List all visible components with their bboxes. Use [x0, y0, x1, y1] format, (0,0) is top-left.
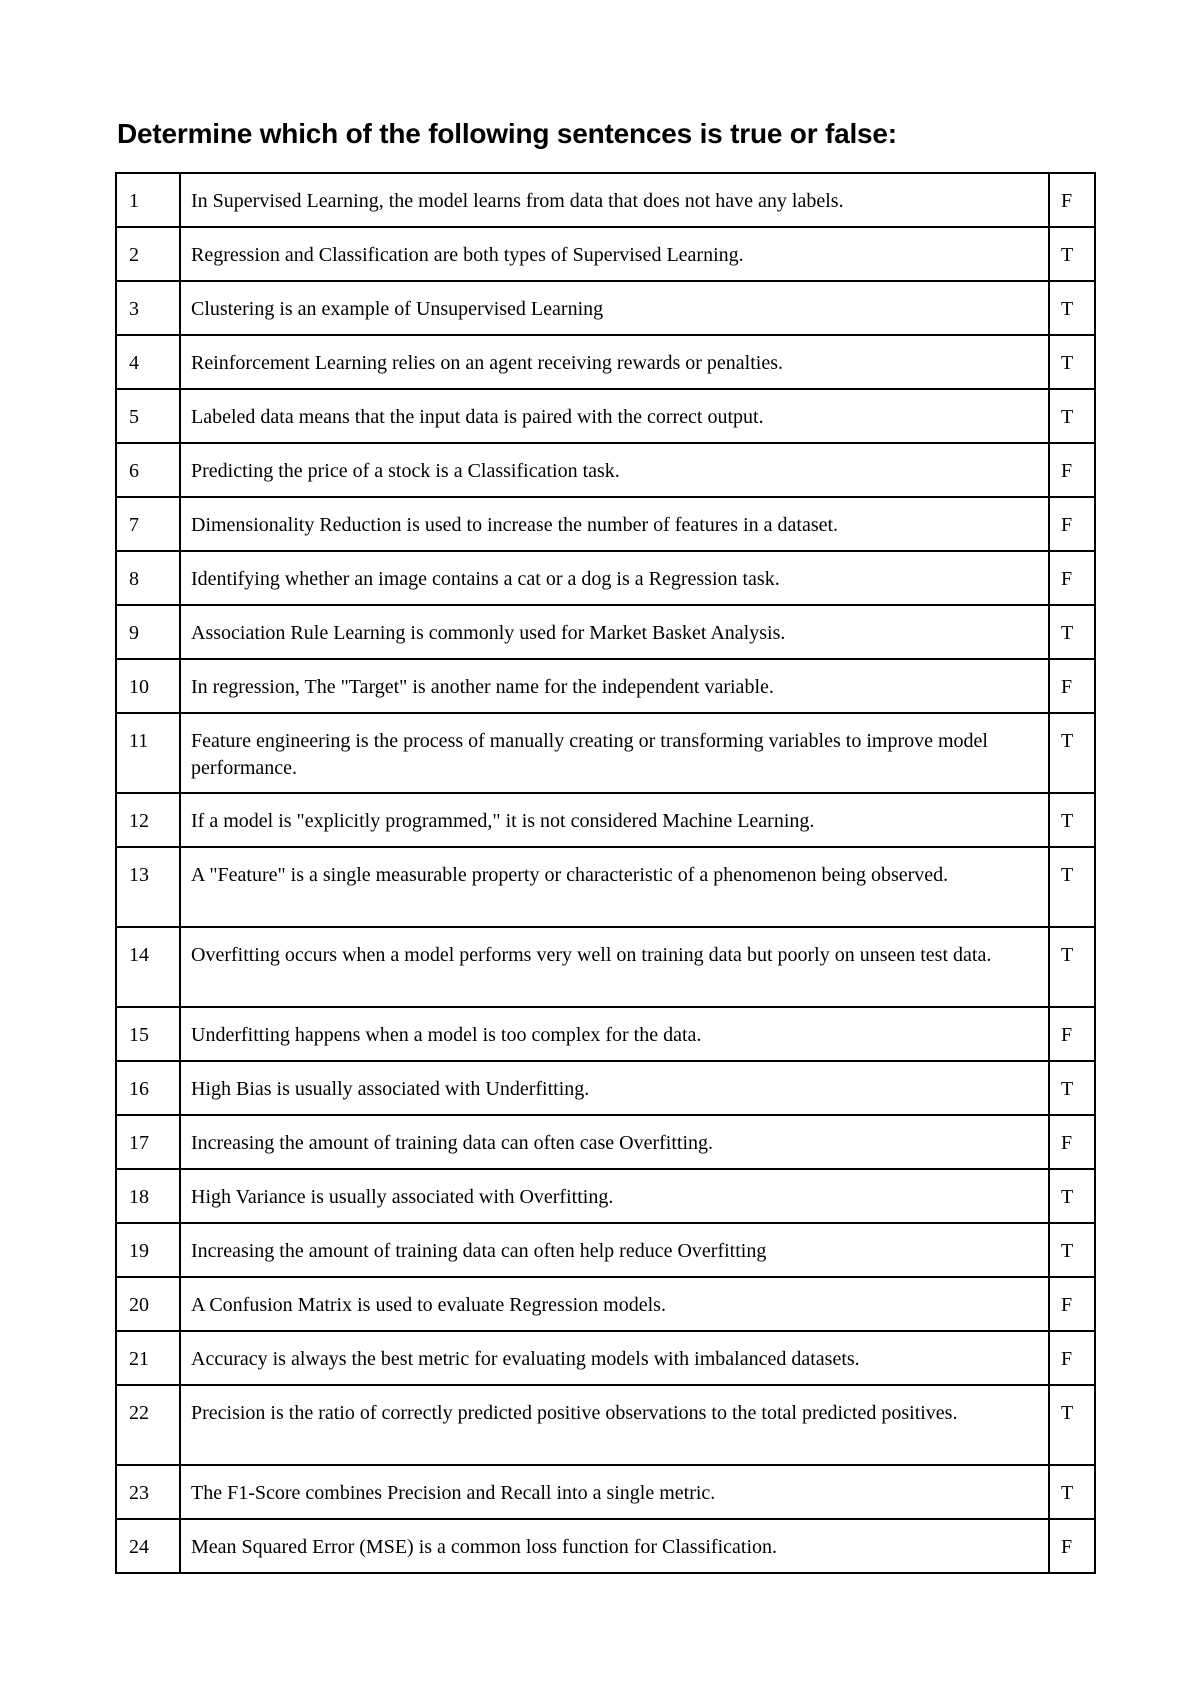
- table-row: [116, 713, 1095, 793]
- row-statement: If a model is "explicitly programmed," it is not considered Machine Learning.: [180, 793, 1049, 847]
- row-answer: T: [1049, 227, 1095, 281]
- table-row: [116, 281, 1095, 335]
- row-statement: Accuracy is always the best metric for evaluating models with imbalanced datasets.: [180, 1331, 1049, 1385]
- row-statement: In regression, The "Target" is another name for the independent variable.: [180, 659, 1049, 713]
- row-number: 19: [116, 1223, 180, 1277]
- row-statement: Increasing the amount of training data can often case Overfitting.: [180, 1115, 1049, 1169]
- table-row: [116, 927, 1095, 1007]
- row-number: 20: [116, 1277, 180, 1331]
- row-number: 21: [116, 1331, 180, 1385]
- row-answer: F: [1049, 443, 1095, 497]
- row-statement: Labeled data means that the input data is paired with the correct output.: [180, 389, 1049, 443]
- row-answer: T: [1049, 281, 1095, 335]
- row-answer: F: [1049, 1331, 1095, 1385]
- row-statement: High Bias is usually associated with Underfitting.: [180, 1061, 1049, 1115]
- row-answer: T: [1049, 713, 1095, 793]
- row-number: 6: [116, 443, 180, 497]
- row-number: 24: [116, 1519, 180, 1573]
- table-row: [116, 551, 1095, 605]
- row-statement: Reinforcement Learning relies on an agent receiving rewards or penalties.: [180, 335, 1049, 389]
- table-row: [116, 1385, 1095, 1465]
- row-number: 5: [116, 389, 180, 443]
- row-statement: Association Rule Learning is commonly used for Market Basket Analysis.: [180, 605, 1049, 659]
- row-number: 1: [116, 173, 180, 227]
- row-answer: T: [1049, 335, 1095, 389]
- true-false-table: [115, 172, 1096, 1574]
- row-answer: F: [1049, 1519, 1095, 1573]
- row-number: 23: [116, 1465, 180, 1519]
- row-number: 8: [116, 551, 180, 605]
- table-row: [116, 847, 1095, 927]
- row-statement: Mean Squared Error (MSE) is a common loss function for Classification.: [180, 1519, 1049, 1573]
- row-answer: F: [1049, 1007, 1095, 1061]
- row-number: 9: [116, 605, 180, 659]
- row-answer: T: [1049, 605, 1095, 659]
- row-answer: T: [1049, 847, 1095, 927]
- row-statement: Overfitting occurs when a model performs very well on training data but poorly on unseen test data.: [180, 927, 1049, 1007]
- row-statement: Feature engineering is the process of manually creating or transforming variables to improve model performance.: [180, 713, 1049, 793]
- row-statement: The F1-Score combines Precision and Recall into a single metric.: [180, 1465, 1049, 1519]
- row-number: 18: [116, 1169, 180, 1223]
- row-statement: In Supervised Learning, the model learns from data that does not have any labels.: [180, 173, 1049, 227]
- row-number: 12: [116, 793, 180, 847]
- row-statement: High Variance is usually associated with Overfitting.: [180, 1169, 1049, 1223]
- row-answer: F: [1049, 659, 1095, 713]
- row-statement: Dimensionality Reduction is used to increase the number of features in a dataset.: [180, 497, 1049, 551]
- table-row: [116, 605, 1095, 659]
- table-row: [116, 793, 1095, 847]
- table-row: [116, 1519, 1095, 1573]
- row-answer: T: [1049, 389, 1095, 443]
- row-number: 17: [116, 1115, 180, 1169]
- table-row: [116, 173, 1095, 227]
- row-answer: T: [1049, 1223, 1095, 1277]
- table-row: [116, 227, 1095, 281]
- row-answer: T: [1049, 1385, 1095, 1465]
- row-statement: Predicting the price of a stock is a Classification task.: [180, 443, 1049, 497]
- row-statement: A Confusion Matrix is used to evaluate Regression models.: [180, 1277, 1049, 1331]
- row-statement: Precision is the ratio of correctly predicted positive observations to the total predicted positives.: [180, 1385, 1049, 1465]
- row-statement: Identifying whether an image contains a cat or a dog is a Regression task.: [180, 551, 1049, 605]
- table-row: [116, 1223, 1095, 1277]
- row-number: 7: [116, 497, 180, 551]
- row-answer: T: [1049, 1061, 1095, 1115]
- page-title: Determine which of the following sentences is true or false:: [117, 118, 897, 149]
- table-row: [116, 1007, 1095, 1061]
- row-answer: T: [1049, 927, 1095, 1007]
- row-answer: F: [1049, 497, 1095, 551]
- table-body: [116, 173, 1095, 1573]
- row-answer: F: [1049, 1115, 1095, 1169]
- table-row: [116, 389, 1095, 443]
- row-statement: Regression and Classification are both types of Supervised Learning.: [180, 227, 1049, 281]
- row-number: 16: [116, 1061, 180, 1115]
- row-answer: F: [1049, 551, 1095, 605]
- row-number: 3: [116, 281, 180, 335]
- row-number: 11: [116, 713, 180, 793]
- row-statement: A "Feature" is a single measurable property or characteristic of a phenomenon being observed.: [180, 847, 1049, 927]
- table-row: [116, 335, 1095, 389]
- row-number: 22: [116, 1385, 180, 1465]
- row-number: 15: [116, 1007, 180, 1061]
- row-statement: Underfitting happens when a model is too complex for the data.: [180, 1007, 1049, 1061]
- row-number: 13: [116, 847, 180, 927]
- row-answer: F: [1049, 1277, 1095, 1331]
- table-row: [116, 659, 1095, 713]
- table-row: [116, 1115, 1095, 1169]
- table-row: [116, 1061, 1095, 1115]
- row-answer: T: [1049, 793, 1095, 847]
- row-answer: F: [1049, 173, 1095, 227]
- row-number: 10: [116, 659, 180, 713]
- row-answer: T: [1049, 1465, 1095, 1519]
- table-row: [116, 443, 1095, 497]
- table-row: [116, 1465, 1095, 1519]
- row-answer: T: [1049, 1169, 1095, 1223]
- table-row: [116, 1331, 1095, 1385]
- table-row: [116, 1277, 1095, 1331]
- row-statement: Increasing the amount of training data can often help reduce Overfitting: [180, 1223, 1049, 1277]
- row-number: 2: [116, 227, 180, 281]
- table-row: [116, 497, 1095, 551]
- row-number: 14: [116, 927, 180, 1007]
- table-row: [116, 1169, 1095, 1223]
- row-statement: Clustering is an example of Unsupervised Learning: [180, 281, 1049, 335]
- row-number: 4: [116, 335, 180, 389]
